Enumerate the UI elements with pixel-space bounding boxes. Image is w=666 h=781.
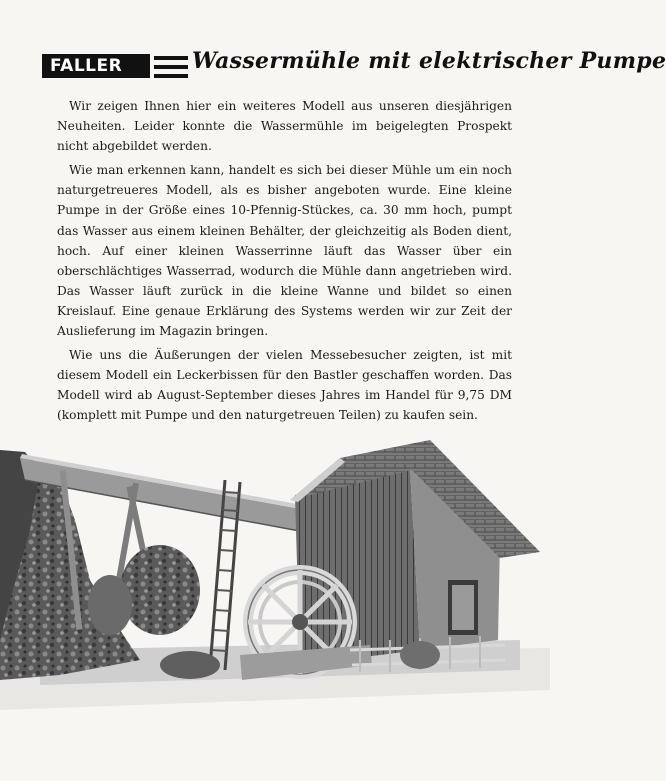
page-title: Wassermühle mit elektrischer Pumpe xyxy=(192,48,666,74)
logo-text: FALLER xyxy=(50,56,123,76)
paragraph-2: Wie man erkennen kann, handelt es sich bei dieser Mühle um ein noch naturgetreueres Modell, als es bisher angeboten wurde. Eine kleine Pumpe in der Größe eines 10-Pfennig-Stückes, ca. 30 mm hoch, pumpt das Wasser aus einem kleinen Behälter, der gleichzeitig als Boden dient, hoch. Auf einer kleinen Wasserrinne läuft das Wasser über ein oberschlächtiges Wasserrad, wodurch die Mühle dann angetrieben wird. Das Wasser läuft zurück in die kleine Wanne und bildet so einen Kreislauf. Eine genaue Erklärung des Systems werden wir zur Zeit der Auslieferung im Magazin bringen. xyxy=(57,163,512,339)
watermill-photo xyxy=(0,440,550,710)
paragraph-1: Wir zeigen Ihnen hier ein weiteres Modell aus unseren diesjährigen Neuheiten. Leider konnte die Wassermühle im beigelegten Prospekt nicht abgebildet werden. xyxy=(57,99,512,154)
faller-logo xyxy=(42,54,150,78)
article-body xyxy=(57,96,512,430)
paragraph-3: Wie uns die Äußerungen der vielen Messebesucher zeigten, ist mit diesem Modell ein Leckerbissen für den Bastler geschaffen worden. Das Modell wird ab August-September dieses Jahres im Handel für 9,75 DM (komplett mit Pumpe und den naturgetreuen Teilen) zu kaufen sein. xyxy=(57,348,512,423)
watermill-illustration xyxy=(0,440,550,710)
logo-lines-icon xyxy=(154,56,188,78)
page-header xyxy=(42,48,666,82)
